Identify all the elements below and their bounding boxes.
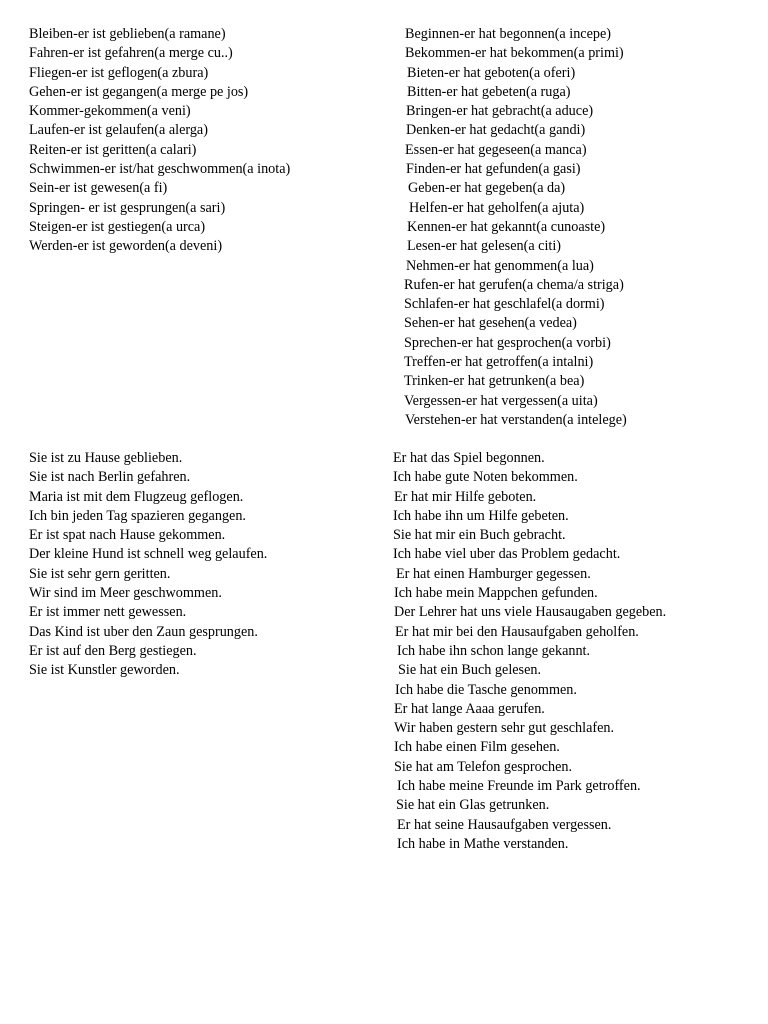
sentence-haben-item: Ich habe in Mathe verstanden. (397, 835, 569, 852)
verb-sein-item: Kommer-gekommen(a veni) (29, 103, 191, 120)
sentence-haben-item: Der Lehrer hat uns viele Hausaugaben gegeben. (394, 604, 667, 621)
sentence-sein-item: Sie ist zu Hause geblieben. (29, 450, 183, 466)
verb-haben-item: Trinken-er hat getrunken(a bea) (404, 373, 585, 390)
verb-haben-item: Helfen-er hat geholfen(a ajuta) (409, 199, 585, 216)
verb-haben-item: Geben-er hat gegeben(a da) (408, 180, 566, 197)
sentence-haben-item: Ich habe ihn um Hilfe gebeten. (393, 507, 569, 524)
sentence-haben-item: Er hat einen Hamburger gegessen. (396, 565, 591, 582)
verb-haben-item: Bitten-er hat gebeten(a ruga) (407, 83, 571, 100)
sentence-haben-item: Sie hat am Telefon gesprochen. (394, 758, 573, 775)
sentence-sein-item: Sie ist sehr gern geritten. (29, 565, 171, 582)
sentence-sein-item: Er ist spat nach Hause gekommen. (29, 527, 226, 544)
sentence-haben-item: Ich habe ihn schon lange gekannt. (397, 642, 591, 659)
sentence-sein-item: Sie ist nach Berlin gefahren. (29, 469, 191, 486)
sentence-sein-item: Er ist immer nett gewessen. (29, 604, 187, 621)
sentence-haben-item: Ich habe mein Mappchen gefunden. (394, 585, 598, 602)
verb-haben-item: Denken-er hat gedacht(a gandi) (406, 122, 586, 139)
verb-sein-item: Gehen-er ist gegangen(a merge pe jos) (29, 83, 249, 100)
verb-haben-item: Kennen-er hat gekannt(a cunoaste) (407, 218, 606, 235)
sentence-haben-item: Sie hat mir ein Buch gebracht. (393, 527, 566, 544)
verb-sein-item: Schwimmen-er ist/hat geschwommen(a inota) (29, 161, 291, 178)
verb-haben-item: Essen-er hat gegeseen(a manca) (405, 141, 587, 158)
sentence-sein-item: Er ist auf den Berg gestiegen. (29, 642, 197, 659)
verb-sein-item: Steigen-er ist gestiegen(a urca) (29, 218, 206, 235)
sentence-haben-item: Ich habe viel uber das Problem gedacht. (393, 546, 621, 563)
sentence-haben-item: Ich habe einen Film gesehen. (394, 739, 560, 756)
sentence-haben-item: Sie hat ein Glas getrunken. (396, 797, 550, 814)
verb-haben-item: Verstehen-er hat verstanden(a intelege) (405, 411, 627, 428)
sentence-haben-item: Er hat mir bei den Hausaufgaben geholfen. (395, 623, 639, 640)
sentence-haben-item: Sie hat ein Buch gelesen. (398, 662, 542, 679)
verb-haben-item: Sprechen-er hat gesprochen(a vorbi) (404, 334, 611, 351)
verb-haben-item: Sehen-er hat gesehen(a vedea) (404, 315, 577, 332)
sentence-sein-item: Das Kind ist uber den Zaun gesprungen. (29, 623, 258, 640)
sentence-sein-item: Sie ist Kunstler geworden. (29, 662, 180, 679)
verb-sein-item: Werden-er ist geworden(a deveni) (29, 238, 223, 255)
verb-sein-item: Laufen-er ist gelaufen(a alerga) (29, 122, 208, 139)
sentence-haben-item: Er hat mir Hilfe geboten. (394, 488, 537, 505)
verb-haben-item: Bekommen-er hat bekommen(a primi) (405, 45, 624, 62)
verb-haben-item: Vergessen-er hat vergessen(a uita) (404, 392, 598, 409)
sentence-sein-item: Maria ist mit dem Flugzeug geflogen. (29, 488, 244, 505)
sentence-haben-item: Ich habe meine Freunde im Park getroffen. (397, 778, 641, 795)
verb-sein-item: Sein-er ist gewesen(a fi) (29, 180, 168, 197)
verb-sein-item: Springen- er ist gesprungen(a sari) (29, 199, 226, 216)
verb-haben-item: Nehmen-er hat genommen(a lua) (406, 257, 594, 274)
verb-haben-item: Bieten-er hat geboten(a oferi) (407, 64, 576, 81)
verb-haben-item: Schlafen-er hat geschlafel(a dormi) (404, 296, 605, 313)
sentences-haben-list (393, 449, 666, 854)
verb-haben-item: Treffen-er hat getroffen(a intalni) (404, 354, 594, 371)
verb-haben-item: Bringen-er hat gebracht(a aduce) (406, 103, 594, 120)
verb-haben-item: Finden-er hat gefunden(a gasi) (406, 161, 581, 178)
verb-haben-item: Beginnen-er hat begonnen(a incepe) (405, 26, 612, 42)
sentence-haben-item: Wir haben gestern sehr gut geschlafen. (394, 720, 615, 737)
verb-haben-item: Lesen-er hat gelesen(a citi) (407, 238, 562, 255)
verb-sein-item: Bleiben-er ist geblieben(a ramane) (29, 26, 226, 42)
sentence-haben-item: Ich habe gute Noten bekommen. (393, 469, 578, 486)
sentence-haben-item: Er hat lange Aaaa gerufen. (394, 700, 545, 717)
verbs-sein-list (29, 25, 290, 257)
sentence-haben-item: Er hat das Spiel begonnen. (393, 450, 545, 466)
verb-sein-item: Fliegen-er ist geflogen(a zbura) (29, 64, 209, 81)
sentence-sein-item: Der kleine Hund ist schnell weg gelaufen. (29, 546, 268, 563)
verb-haben-item: Rufen-er hat gerufen(a chema/a striga) (404, 276, 624, 293)
verb-sein-item: Reiten-er ist geritten(a calari) (29, 141, 197, 158)
sentence-haben-item: Er hat seine Hausaufgaben vergessen. (397, 816, 612, 833)
sentence-haben-item: Ich habe die Tasche genommen. (395, 681, 577, 698)
sentence-sein-item: Wir sind im Meer geschwommen. (29, 585, 222, 602)
verb-sein-item: Fahren-er ist gefahren(a merge cu..) (29, 45, 233, 62)
sentences-sein-list (29, 449, 267, 681)
sentence-sein-item: Ich bin jeden Tag spazieren gegangen. (29, 507, 246, 524)
verbs-haben-list (403, 25, 627, 430)
